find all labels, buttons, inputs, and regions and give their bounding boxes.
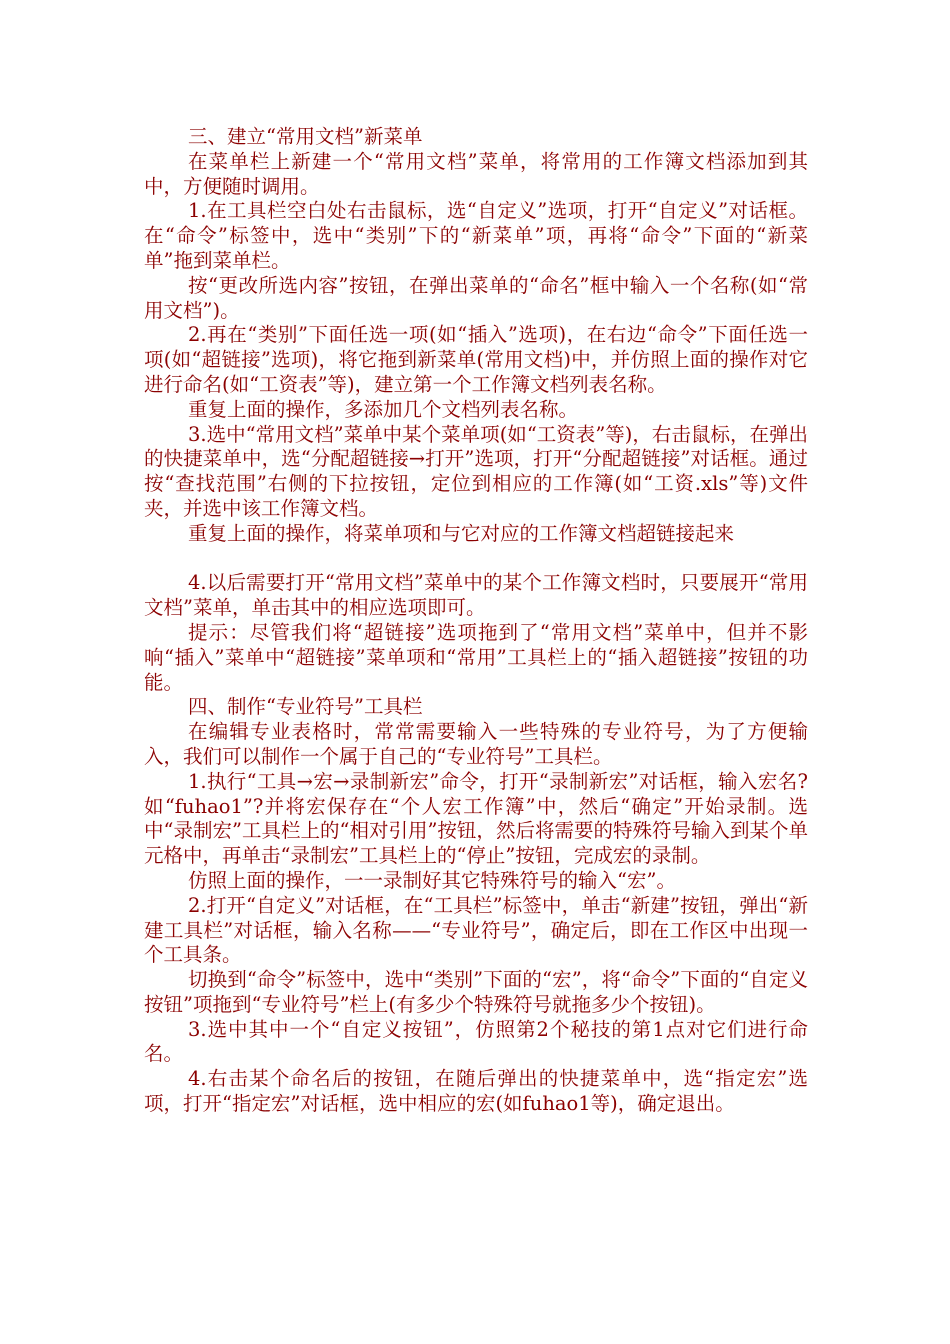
paragraph-step-3: 3.选中“常用文档”菜单中某个菜单项(如“工资表”等)，右击鼠标，在弹出的快捷菜单中，选“分配超链接→打开”选项，打开“分配超链接”对话框。通过按“查找范围”右侧的下拉按钮，定位到相应的工作簿(如“工资.xls”等)文件夹，并选中该工作簿文档。 bbox=[144, 422, 808, 520]
paragraph-macro-step-3: 3.选中其中一个“自定义按钮”，仿照第2个秘技的第1点对它们进行命名。 bbox=[144, 1017, 808, 1066]
paragraph-intro-3: 在菜单栏上新建一个“常用文档”菜单，将常用的工作簿文档添加到其中，方便随时调用。 bbox=[144, 149, 808, 198]
paragraph-step-1: 1.在工具栏空白处右击鼠标，选“自定义”选项，打开“自定义”对话框。在“命令”标签中，选中“类别”下的“新菜单”项，再将“命令”下面的“新菜单”拖到菜单栏。 bbox=[144, 199, 808, 272]
paragraph-repeat-1: 重复上面的操作，多添加几个文档列表名称。 bbox=[188, 397, 579, 421]
paragraph-intro-4: 在编辑专业表格时，常常需要输入一些特殊的专业符号，为了方便输入，我们可以制作一个属于自己的“专业符号”工具栏。 bbox=[144, 720, 808, 768]
section-heading-3: 三、建立“常用文档”新菜单 bbox=[188, 125, 423, 148]
paragraph-rename: 按“更改所选内容”按钮，在弹出菜单的“命名”框中输入一个名称(如“常用文档”)。 bbox=[144, 273, 808, 322]
paragraph-macro-step-4: 4.右击某个命名后的按钮，在随后弹出的快捷菜单中，选“指定宏”选项，打开“指定宏”对话框，选中相应的宏(如fuhao1等)，确定退出。 bbox=[144, 1067, 808, 1116]
paragraph-step-2: 2.再在“类别”下面任选一项(如“插入”选项)，在右边“命令”下面任选一项(如“超链接”选项)，将它拖到新菜单(常用文档)中，并仿照上面的操作对它进行命名(如“工资表”等)，建立第一个工作簿文档列表名称。 bbox=[144, 323, 808, 396]
paragraph-tip: 提示：尽管我们将“超链接”选项拖到了“常用文档”菜单中，但并不影响“插入”菜单中“超链接”菜单项和“常用”工具栏上的“插入超链接”按钮的功能。 bbox=[144, 620, 808, 694]
paragraph-macro-repeat: 仿照上面的操作，一一录制好其它特殊符号的输入“宏”。 bbox=[188, 868, 676, 892]
paragraph-step-4: 4.以后需要打开“常用文档”菜单中的某个工作簿文档时，只要展开“常用文档”菜单，单击其中的相应选项即可。 bbox=[144, 571, 808, 620]
section-heading-4: 四、制作“专业符号”工具栏 bbox=[188, 695, 423, 719]
paragraph-macro-step-2: 2.打开“自定义”对话框，在“工具栏”标签中，单击“新建”按钮，弹出“新建工具栏”对话框，输入名称——“专业符号”，确定后，即在工作区中出现一个工具条。 bbox=[144, 893, 808, 967]
paragraph-switch-tab: 切换到“命令”标签中，选中“类别”下面的“宏”，将“命令”下面的“自定义按钮”项拖到“专业符号”栏上(有多少个特殊符号就拖多少个按钮)。 bbox=[144, 968, 808, 1016]
paragraph-macro-step-1: 1.执行“工具→宏→录制新宏”命令，打开“录制新宏”对话框，输入宏名?如“fuhao1”?并将宏保存在“个人宏工作簿”中，然后“确定”开始录制。选中“录制宏”工具栏上的“相对引用”按钮，然后将需要的特殊符号输入到某个单元格中，再单击“录制宏”工具栏上的“停止”按钮，完成宏的录制。 bbox=[144, 769, 808, 868]
document-page bbox=[144, 125, 808, 1117]
paragraph-repeat-2: 重复上面的操作，将菜单项和与它对应的工作簿文档超链接起来 bbox=[188, 521, 735, 545]
